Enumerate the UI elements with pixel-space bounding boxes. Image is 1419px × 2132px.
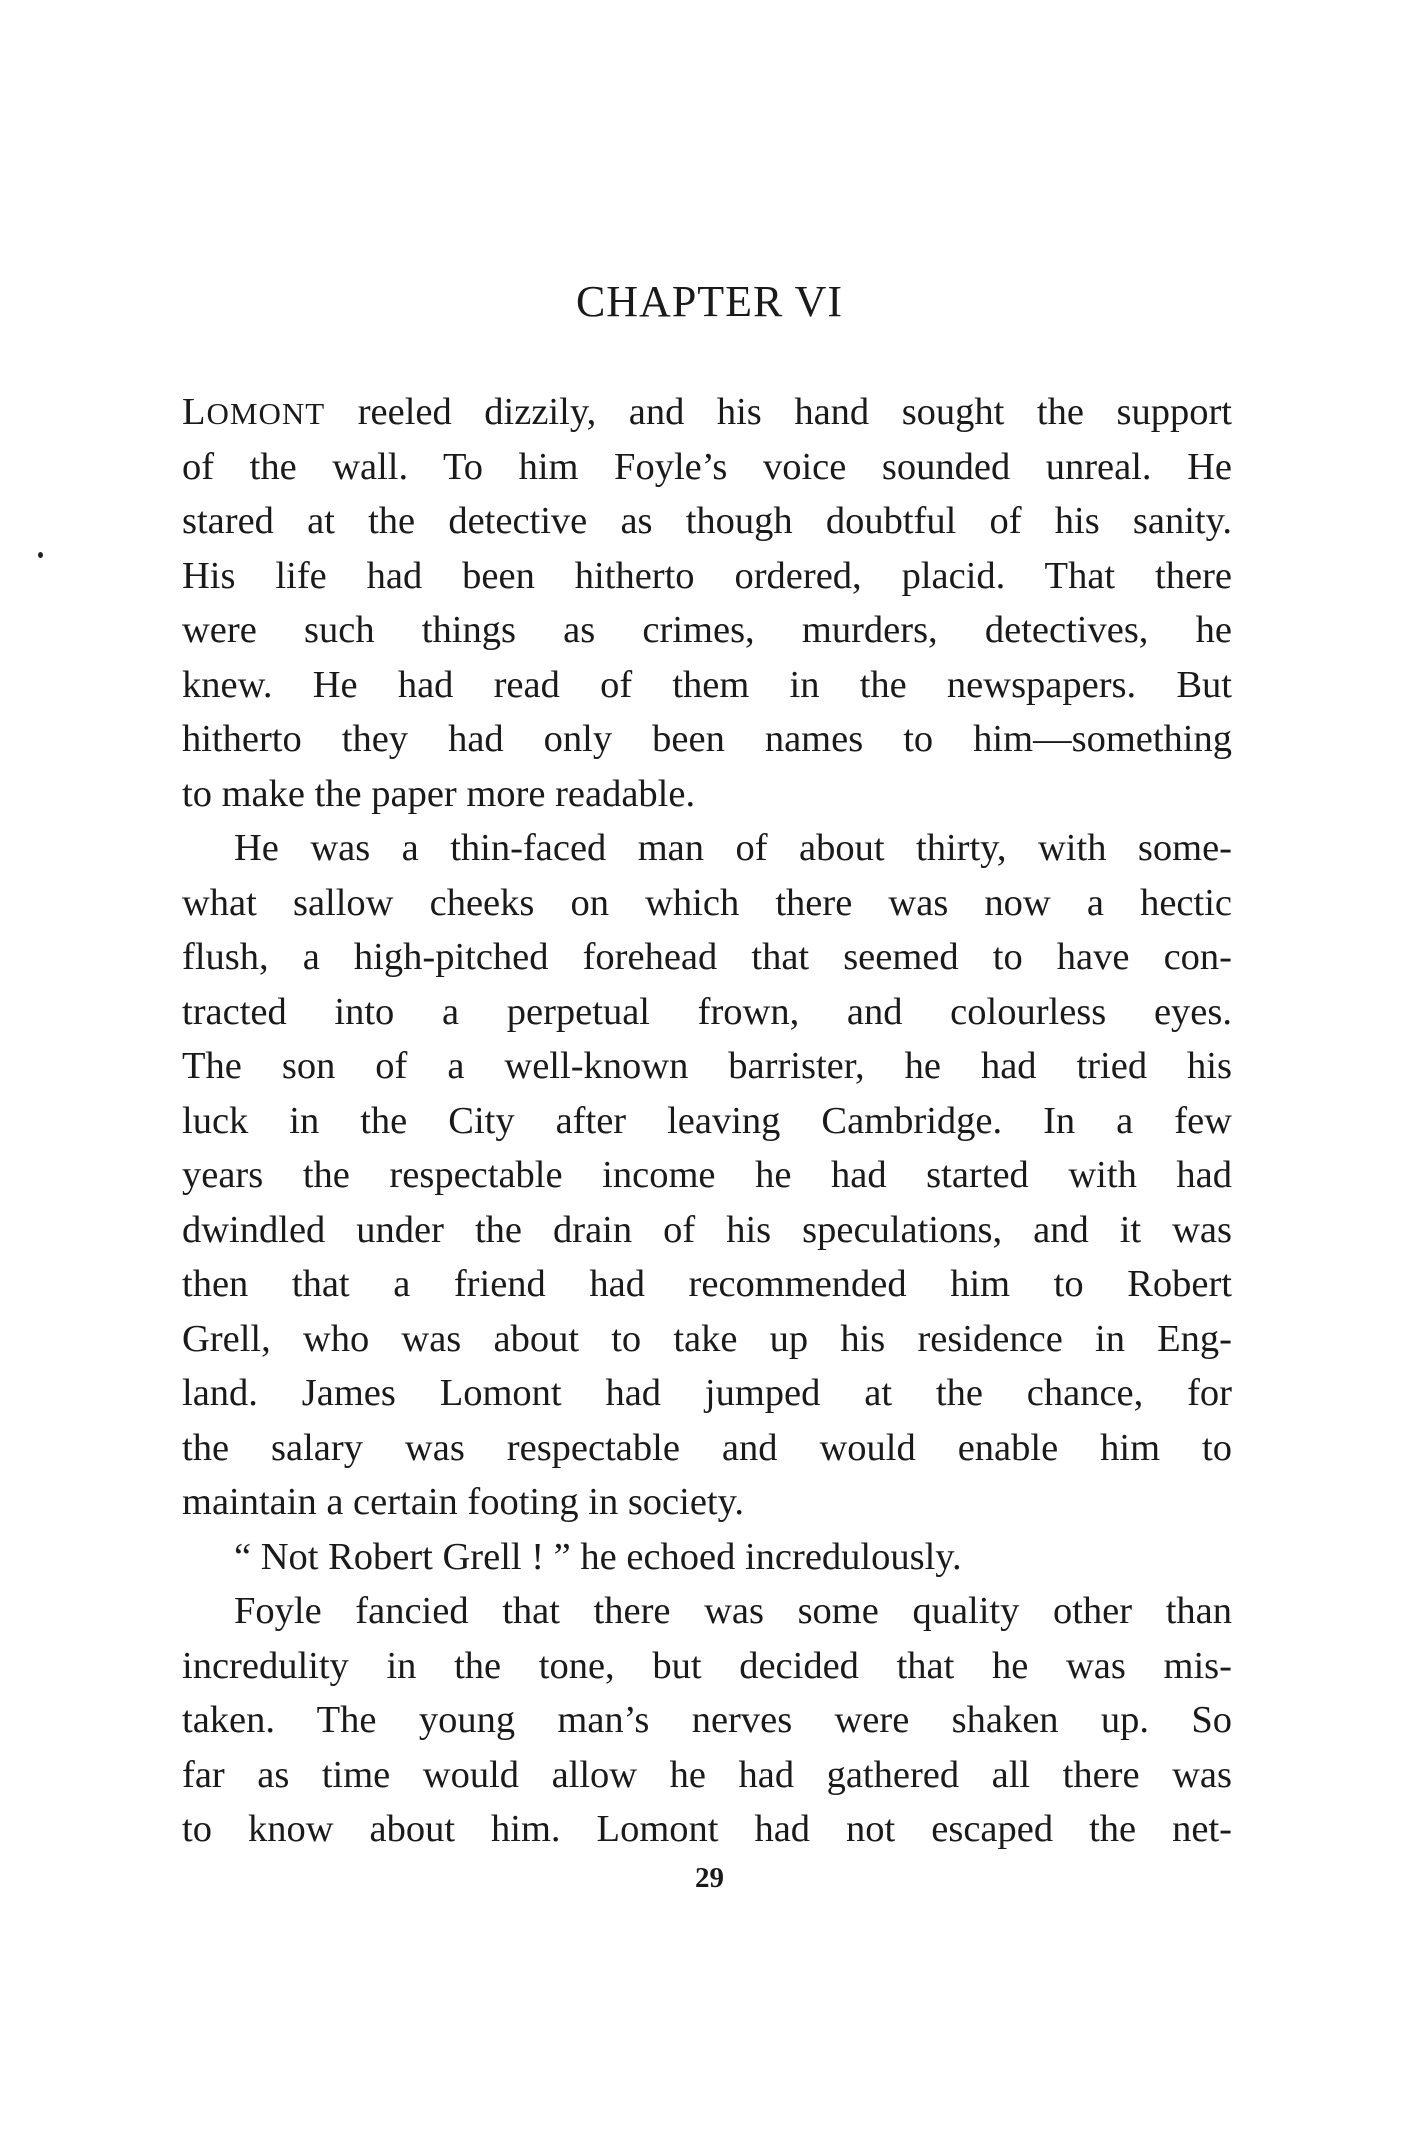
text-line-content: the salary was respectable and would enable him to [182, 1426, 1232, 1469]
text-line [182, 1148, 1232, 1203]
text-line [182, 658, 1232, 713]
text-line-content: dwindled under the drain of his speculations, and it was [182, 1208, 1232, 1251]
text-line [182, 1421, 1232, 1476]
text-line-content: then that a friend had recommended him to Robert [182, 1263, 1232, 1305]
text-line-content: far as time would allow he had gathered all there was [182, 1753, 1232, 1796]
text-line-content: to make the paper more readable. [182, 772, 696, 815]
text-line [182, 385, 1232, 440]
text-line [182, 1748, 1232, 1803]
text-line [182, 930, 1232, 985]
text-line-content: taken. The young man’s nerves were shaken up. So [182, 1699, 1232, 1741]
text-line-content: “ Not Robert Grell ! ” he echoed incredulously. [234, 1535, 962, 1578]
text-line-content: He was a thin-faced man of about thirty, with some- [234, 827, 1232, 869]
text-line [182, 440, 1232, 495]
ink-speck [38, 552, 43, 558]
text-line [182, 1094, 1232, 1149]
page-number: 29 [695, 1862, 724, 1894]
text-line-content: luck in the City after leaving Cambridge. In a few [182, 1099, 1232, 1142]
text-line-content: maintain a certain footing in society. [182, 1481, 744, 1523]
text-line [182, 1366, 1232, 1421]
text-line [182, 985, 1232, 1040]
text-line [182, 1312, 1232, 1367]
text-line-content: hitherto they had only been names to him—something [182, 718, 1232, 760]
text-line [182, 1530, 1232, 1585]
text-line-content: The son of a well-known barrister, he had tried his [182, 1045, 1232, 1087]
text-line [182, 767, 1232, 822]
text-line [182, 549, 1232, 604]
text-line-content: Grell, who was about to take up his residence in Eng- [182, 1317, 1232, 1360]
text-line-content: tracted into a perpetual frown, and colourless eyes. [182, 990, 1232, 1033]
text-line [182, 821, 1232, 876]
text-line-content: years the respectable income he had started with had [182, 1154, 1232, 1196]
text-line [182, 1257, 1232, 1312]
text-line [182, 494, 1232, 549]
text-line [182, 603, 1232, 658]
text-line-content: of the wall. To him Foyle’s voice sounded unreal. He [182, 445, 1232, 488]
text-line [182, 876, 1232, 931]
text-line-content: incredulity in the tone, but decided that he was mis- [182, 1644, 1232, 1687]
text-line-content: His life had been hitherto ordered, placid. That there [182, 554, 1232, 597]
text-line-content: flush, a high-pitched forehead that seemed to have con- [182, 936, 1232, 978]
text-line-content: were such things as crimes, murders, detectives, he [182, 609, 1232, 651]
text-line [182, 1203, 1232, 1258]
text-line [182, 1639, 1232, 1694]
chapter-title: CHAPTER VI [575, 277, 844, 326]
text-line [182, 1693, 1232, 1748]
chapter-body [182, 385, 1232, 1857]
text-line-content: knew. He had read of them in the newspapers. But [182, 663, 1232, 706]
text-line [182, 1584, 1232, 1639]
smallcaps-lead-word: LOMONT [182, 391, 326, 433]
text-line-content: to know about him. Lomont had not escaped the net- [182, 1808, 1232, 1850]
text-line [182, 1802, 1232, 1857]
text-line-content: Foyle fancied that there was some quality other than [234, 1590, 1232, 1632]
text-line-content: stared at the detective as though doubtful of his sanity. [182, 500, 1232, 542]
text-line-content: land. James Lomont had jumped at the chance, for [182, 1372, 1232, 1414]
text-line [182, 1475, 1232, 1530]
text-line-content: what sallow cheeks on which there was now a hectic [182, 881, 1232, 924]
text-line [182, 712, 1232, 767]
text-line [182, 1039, 1232, 1094]
text-line-content: reeled dizzily, and his hand sought the support [325, 391, 1232, 433]
